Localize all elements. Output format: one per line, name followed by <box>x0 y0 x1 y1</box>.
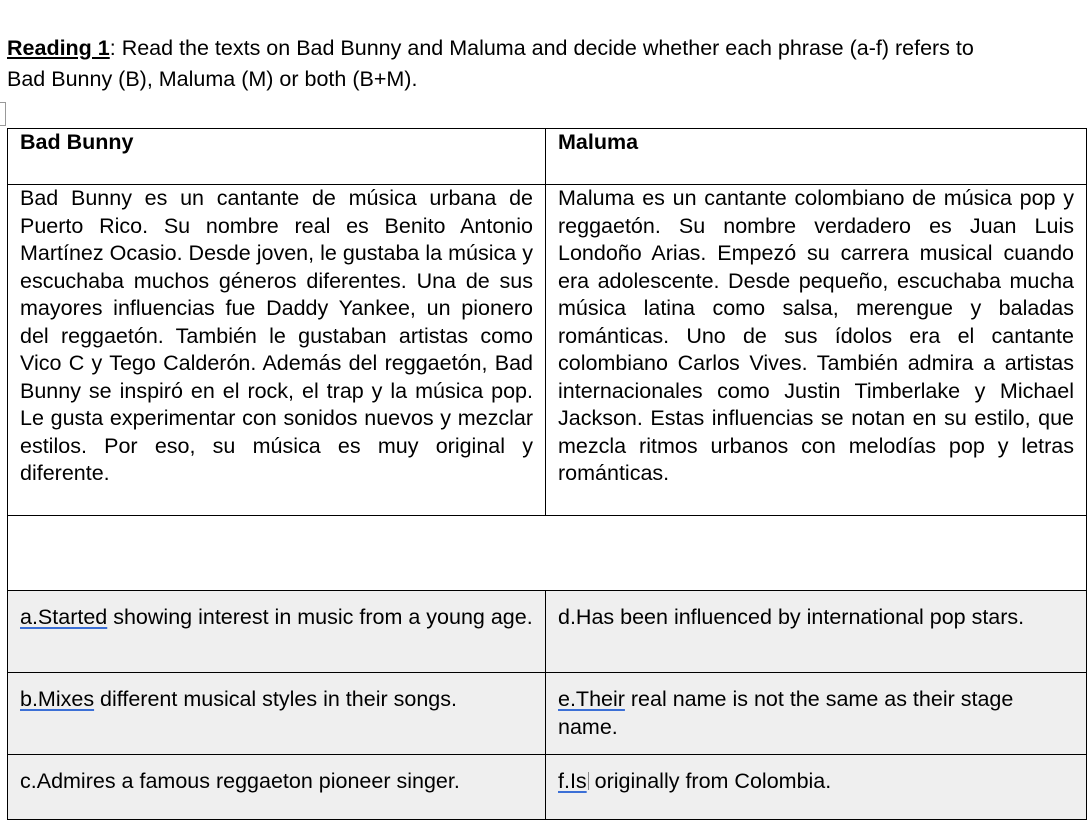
table-row <box>8 591 1087 673</box>
instructions <box>7 33 1088 95</box>
statement-c-prefix: c.Admires <box>20 769 116 793</box>
reading-label: Reading 1 <box>7 36 110 60</box>
statement-a-prefix: a.Started <box>20 605 108 629</box>
statement-c[interactable] <box>8 755 546 820</box>
table-row <box>8 673 1087 755</box>
table-handle-icon[interactable] <box>0 102 6 126</box>
table-text-row <box>8 185 1087 516</box>
header-maluma[interactable]: Maluma <box>546 129 1087 185</box>
statement-a-text: showing interest in music from a young age. <box>107 605 533 629</box>
statement-e-text: real name is not the same as their stage name. <box>558 687 1014 739</box>
statement-b-text: different musical styles in their songs. <box>94 687 457 711</box>
statement-b-prefix: b.Mixes <box>20 687 95 711</box>
statement-d[interactable] <box>546 591 1087 673</box>
table-row <box>8 755 1087 820</box>
header-bad-bunny[interactable]: Bad Bunny <box>8 129 546 185</box>
statement-f-text: originally from Colombia. <box>588 769 832 793</box>
statement-f[interactable] <box>546 755 1087 820</box>
empty-cell[interactable] <box>8 516 1087 591</box>
statement-e-prefix: e.Their <box>558 687 625 711</box>
instructions-text: : Read the texts on Bad Bunny and Maluma and decide whether each phrase (a-f) refers to <box>109 36 974 60</box>
statement-c-text: a famous reggaeton pioneer singer. <box>115 769 460 793</box>
bad-bunny-text[interactable]: Bad Bunny es un cantante de música urbana de Puerto Rico. Su nombre real es Benito Antonio Martínez Ocasio. Desde joven, le gustaba la música y escuchaba muchos géneros diferentes. Una de sus mayores influencias fue Daddy Yankee, un pionero del reggaetón. También le gustaban artistas como Vico C y Tego Calderón. Además del reggaetón, Bad Bunny se inspiró en el rock, el trap y la música pop. Le gusta experimentar con sonidos nuevos y mezclar estilos. Por eso, su música es muy original y diferente. <box>8 185 546 516</box>
statement-e[interactable] <box>546 673 1087 755</box>
statement-a[interactable] <box>8 591 546 673</box>
statement-f-prefix: f.Is <box>558 769 587 793</box>
empty-row <box>8 516 1087 591</box>
maluma-text[interactable]: Maluma es un cantante colombiano de música pop y reggaetón. Su nombre verdadero es Juan Luis Londoño Arias. Empezó su carrera musical cuando era adolescente. Desde pequeño, escuchaba mucha música latina como salsa, merengue y baladas románticas. Uno de sus ídolos era el cantante colombiano Carlos Vives. También admira a artistas internacionales como Justin Timberlake y Michael Jackson. Estas influencias se notan en su estilo, que mezcla ritmos urbanos con melodías pop y letras románticas. <box>546 185 1087 516</box>
statement-b[interactable] <box>8 673 546 755</box>
reading-table <box>7 128 1087 820</box>
statement-d-text: been influenced by international pop stars. <box>614 605 1025 629</box>
instructions-text-line2: Bad Bunny (B), Maluma (M) or both (B+M). <box>7 67 418 91</box>
table-header-row <box>8 129 1087 185</box>
statement-d-prefix: d.Has <box>558 605 615 629</box>
